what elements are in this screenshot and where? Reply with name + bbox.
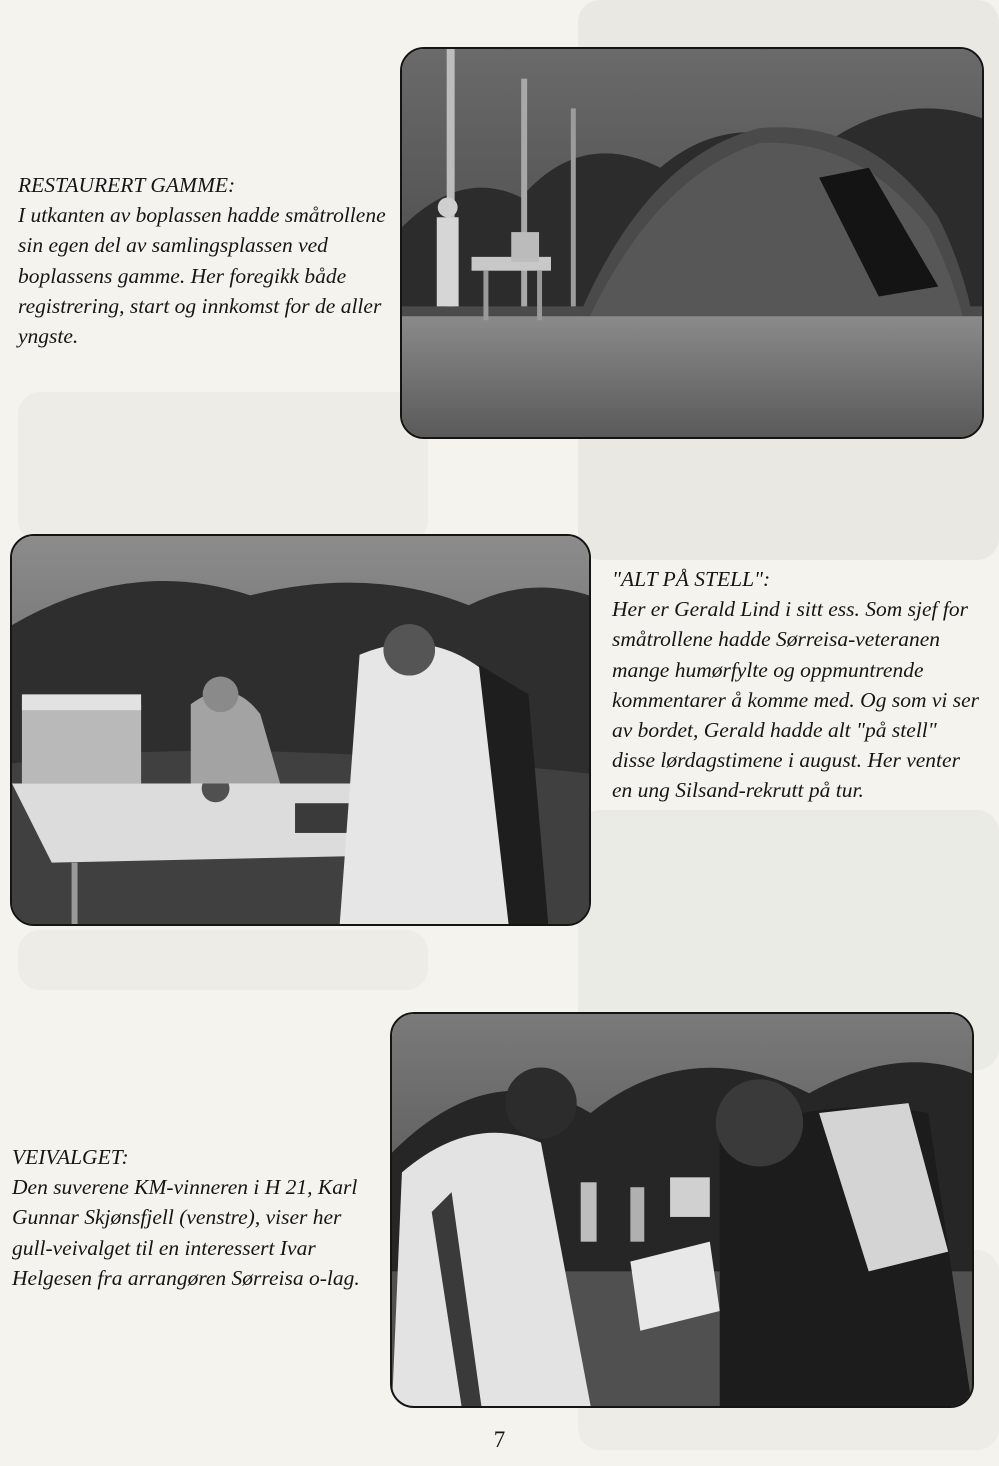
caption-route-choice (12, 1142, 378, 1293)
photo-route-choice (390, 1012, 974, 1408)
caption-text: Her er Gerald Lind i sitt ess. Som sjef for småtrollene hadde Sørreisa-veteranen mange humørfylte og oppmuntrende kommentarer å komme med. Og som vi ser av bordet, Gerald hadde alt "på stell" disse lørdagstimene i august. Her venter en ung Silsand-rekrutt på tur. (612, 597, 980, 803)
caption-heading: "ALT PÅ STELL": (612, 567, 771, 591)
caption-text: Den suverene KM-vinneren i H 21, Karl Gunnar Skjønsfjell (venstre), viser her gull-veivalget til en interessert Ivar Helgesen fra arrangøren Sørreisa o-lag. (12, 1175, 360, 1290)
photo-turf-hut (400, 47, 984, 439)
page-number: 7 (493, 1427, 506, 1452)
caption-text: I utkanten av boplassen hadde småtrollene sin egen del av samlingsplassen ved boplassens gamme. Her foregikk både registrering, start og innkomst for de aller yngste. (18, 203, 386, 349)
caption-turf-hut (18, 170, 390, 351)
show-through (18, 930, 428, 990)
photo-registration-table (10, 534, 591, 926)
caption-heading: VEIVALGET: (12, 1145, 129, 1169)
show-through (18, 392, 428, 542)
caption-heading: RESTAURERT GAMME: (18, 173, 236, 197)
caption-registration (612, 564, 984, 806)
